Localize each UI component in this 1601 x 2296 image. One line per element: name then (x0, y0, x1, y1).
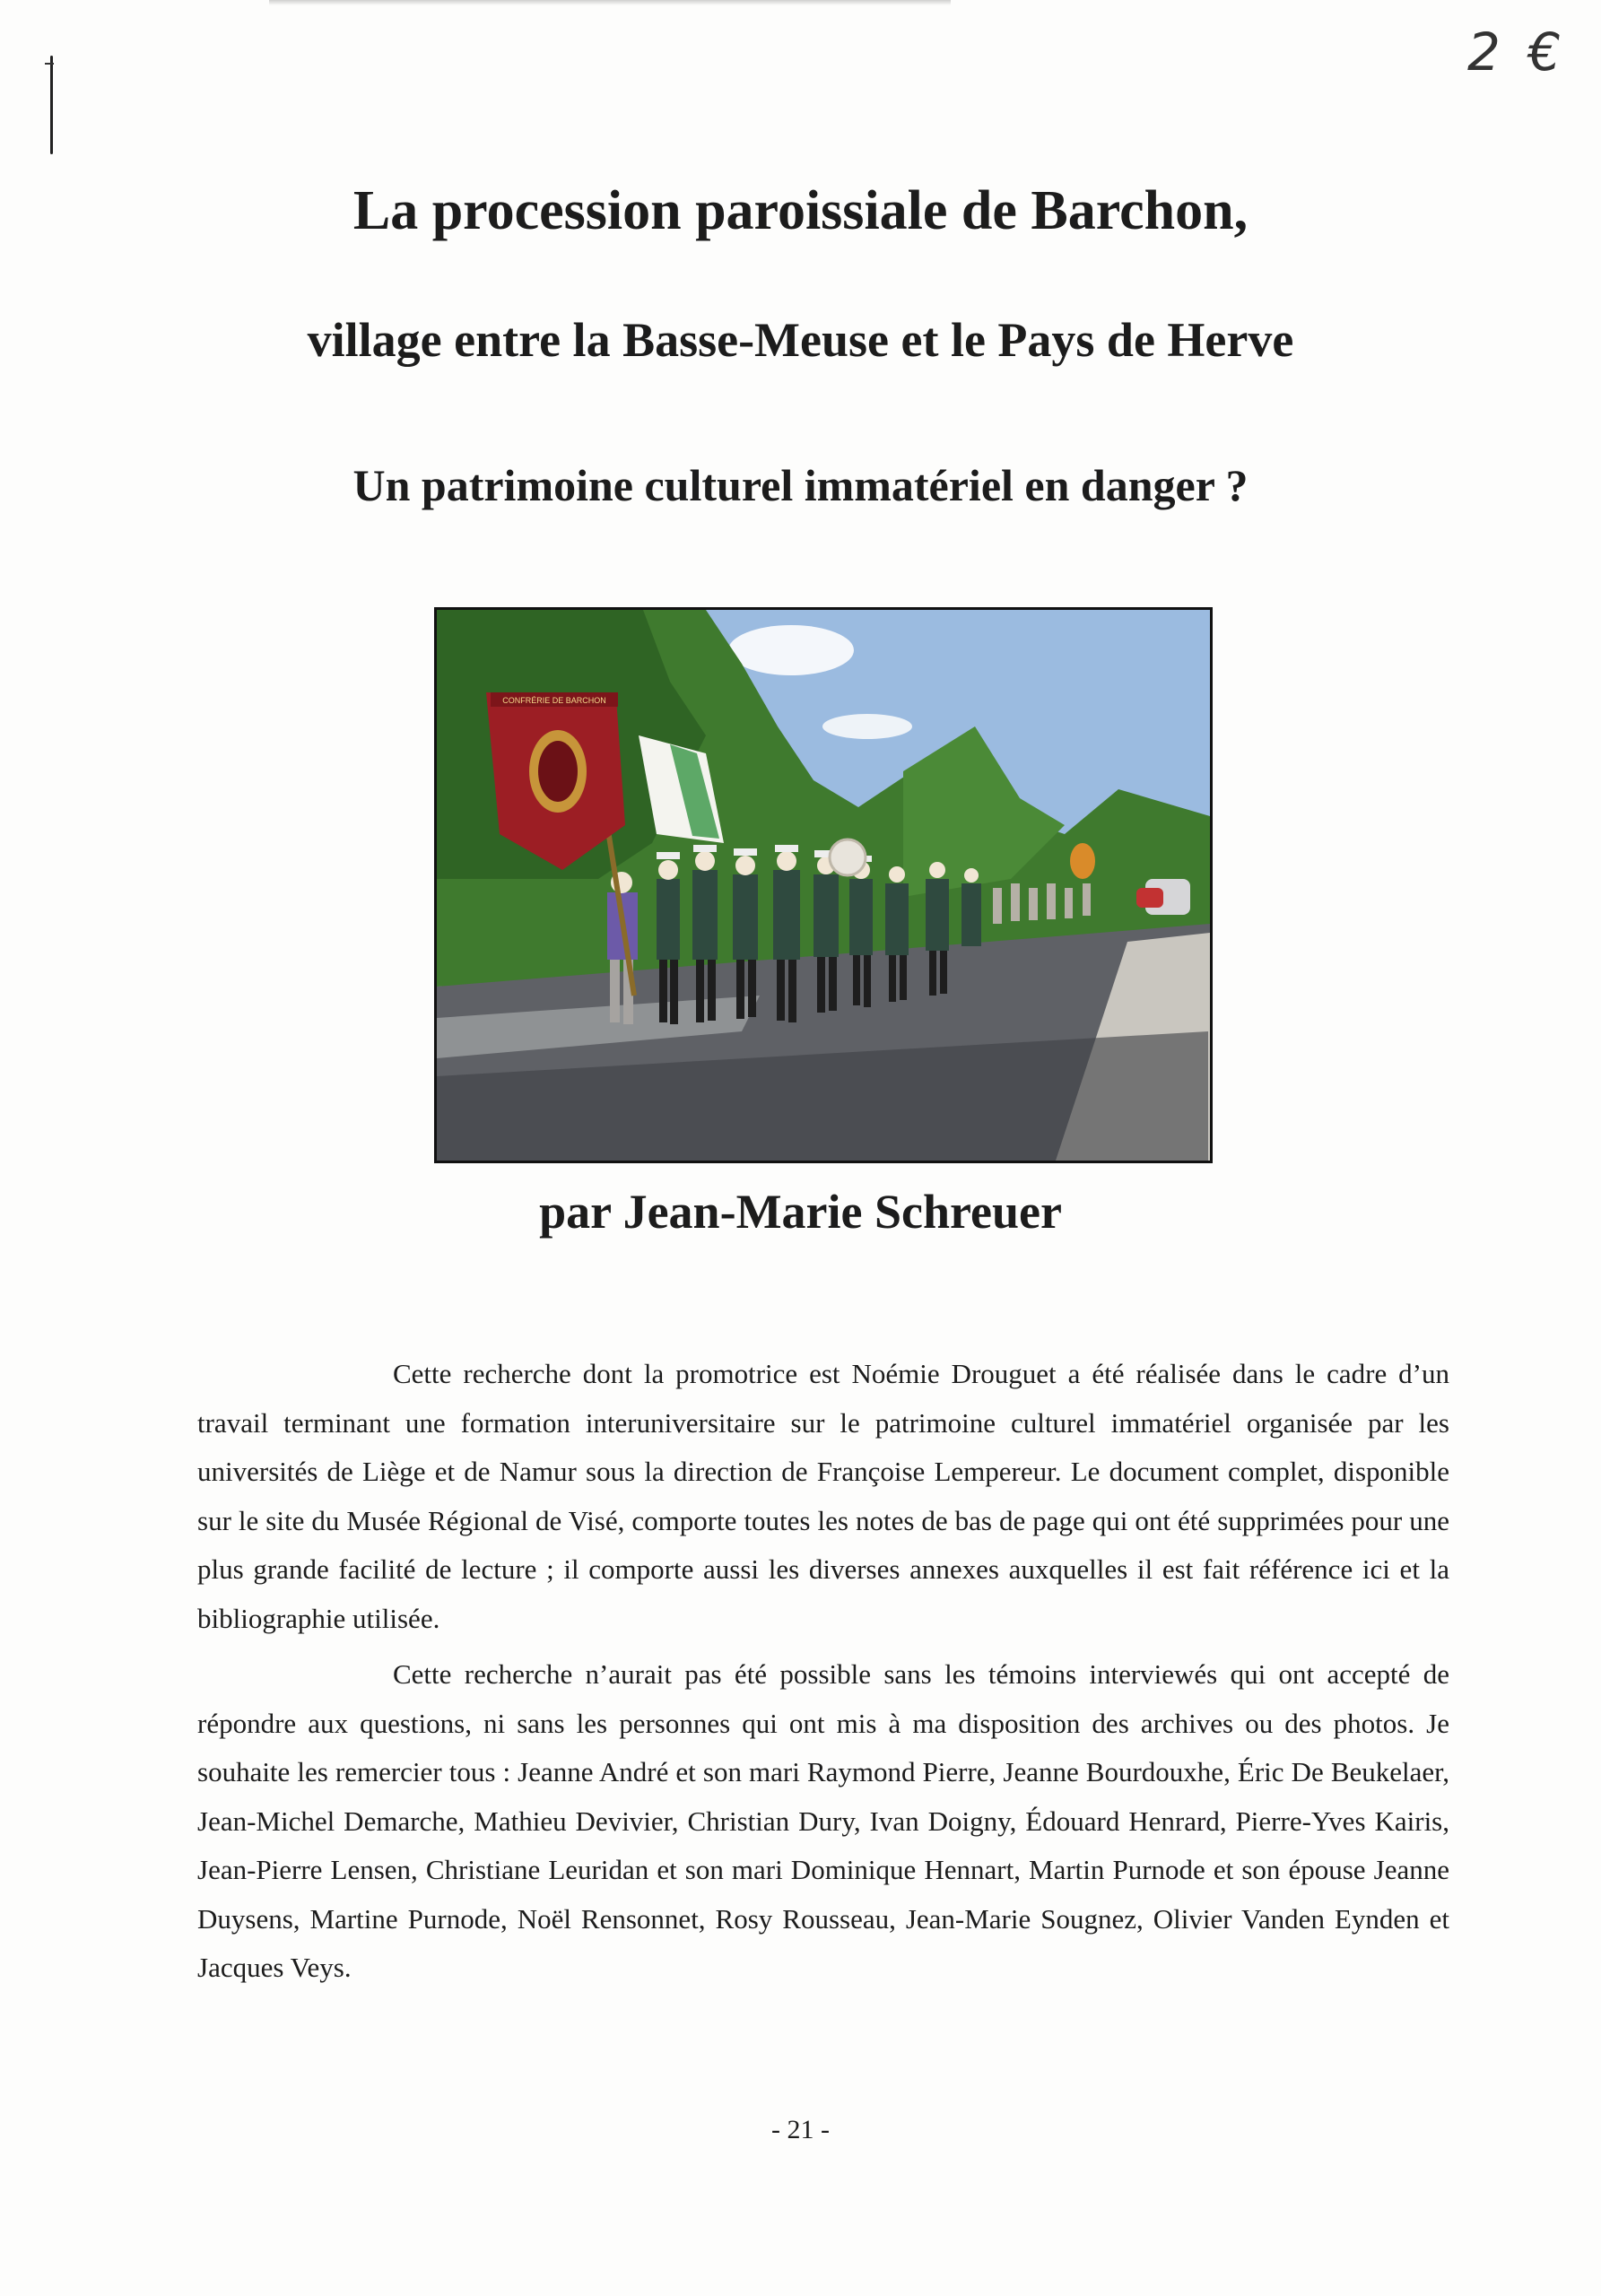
subtitle: Un patrimoine culturel immatériel en danger ? (352, 460, 1249, 510)
procession-photo-illustration (437, 610, 1210, 1161)
handwritten-annotation: 2 € (1467, 22, 1567, 83)
paragraph-2: Cette recherche n’aurait pas été possible sans les témoins interviewés qui ont accepté de répondre aux questions, ni sans les personnes qui ont mis à ma disposition des archives ou des photos. Je souhaite les remercier tous : Jeanne André et son mari Raymond Pierre, Jeanne Bourdouxhe, Éric De Beukelaer, Jean-Michel Demarche, Mathieu Devivier, Christian Dury, Ivan Doigny, Édouard Henrard, Pierre-Yves Kairis, Jean-Pierre Lensen, Christiane Leuridan et son mari Dominique Hennart, Martin Purnode et son épouse Jeanne Duysens, Martine Purnode, Noël Rensonnet, Rosy Rousseau, Jean-Marie Sougnez, Olivier Vanden Eynden et Jacques Veys. (197, 1658, 1449, 1983)
paragraph-1: Cette recherche dont la promotrice est Noémie Drouguet a été réalisée dans le cadre d’un travail terminant une formation interuniversitaire sur le patrimoine culturel immatériel organisée par les universités de Liège et de Namur sous la direction de Françoise Lempereur. Le document complet, disponible sur le site du Musée Régional de Visé, comporte toutes les notes de bas de page qui ont été supprimées pour une plus grande facilité de lecture ; il comporte aussi les diverses annexes auxquelles il est fait référence ici et la bibliographie utilisée. (197, 1358, 1449, 1634)
author-byline: par Jean-Marie Schreuer (539, 1185, 1062, 1239)
scan-edge-shadow (269, 0, 951, 5)
title-line-2: village entre la Basse-Meuse et le Pays de Herve (307, 313, 1294, 367)
margin-pen-mark (50, 56, 53, 154)
banner-inscription: CONFRÉRIE DE BARCHON (502, 696, 606, 705)
procession-photo (434, 607, 1213, 1163)
article-body (197, 1350, 1449, 2000)
margin-pen-tick (45, 63, 54, 65)
page-number: - 21 - (771, 2115, 830, 2144)
title-line-1: La procession paroissiale de Barchon, (352, 180, 1249, 241)
